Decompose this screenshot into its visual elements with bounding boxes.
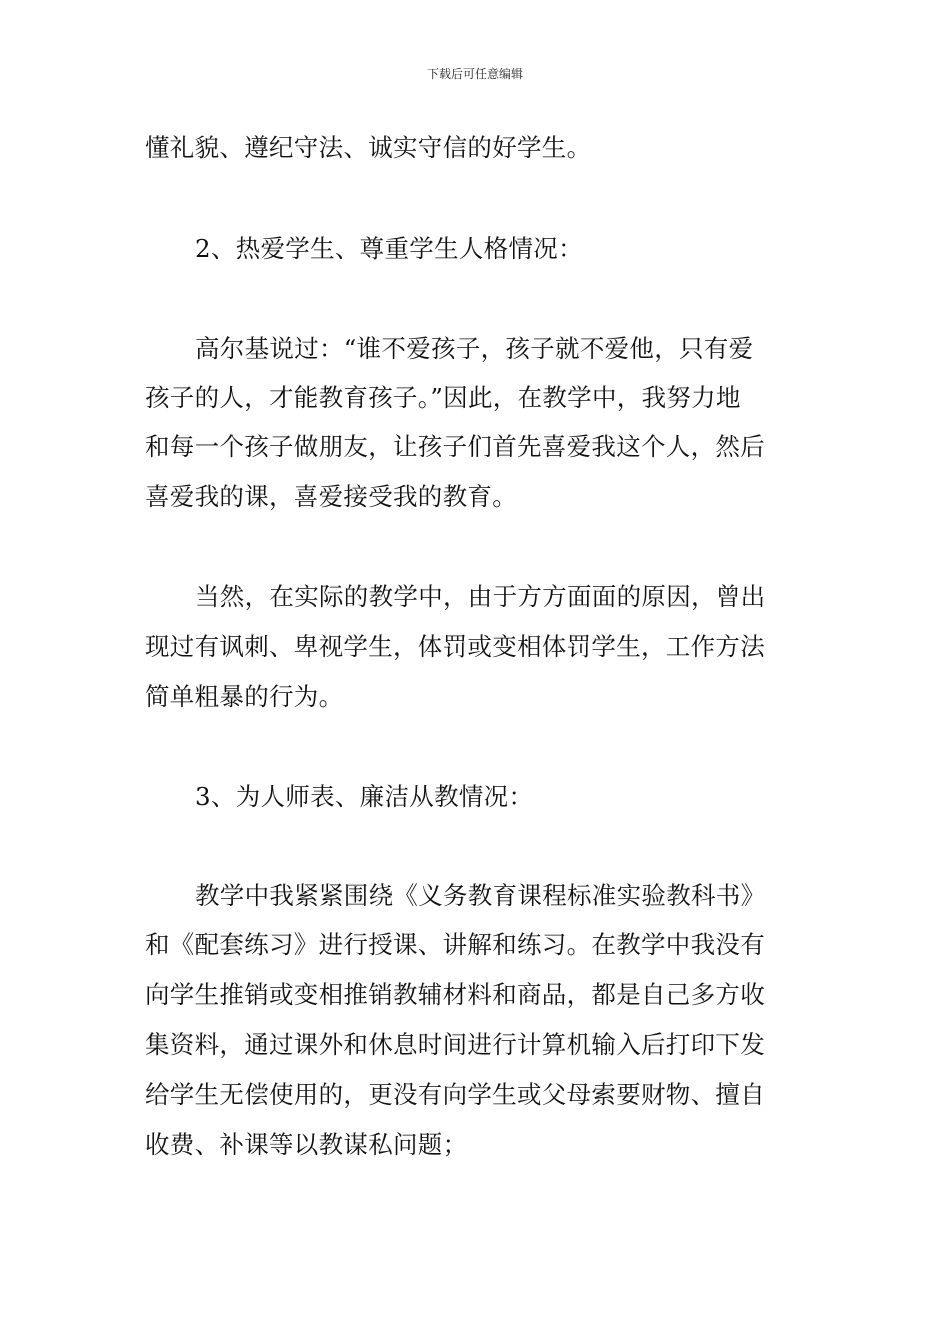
section-3-heading: 3、为人师表、廉洁从教情况：: [195, 782, 534, 811]
paragraph-3-line-1: 高尔基说过：“谁不爱孩子，孩子就不爱他，只有爱: [195, 334, 754, 363]
section-2-heading: 2、热爱学生、尊重学生人格情况：: [195, 234, 583, 263]
paragraph-6-line-2: 和《配套练习》进行授课、讲解和练习。在教学中我没有: [145, 930, 765, 959]
paragraph-4-line-2: 现过有讽刺、卑视学生，体罚或变相体罚学生，工作方法: [145, 632, 765, 661]
paragraph-3-line-2: 孩子的人，才能教育孩子。”因此，在教学中，我努力地: [145, 383, 741, 412]
paragraph-6-line-5: 给学生无偿使用的，更没有向学生或父母索要财物、擅自: [145, 1080, 765, 1109]
paragraph-6-line-3: 向学生推销或变相推销教辅材料和商品，都是自己多方收: [145, 980, 765, 1009]
paragraph-3-line-3: 和每一个孩子做朋友，让孩子们首先喜爱我这个人，然后: [145, 432, 765, 461]
paragraph-1-line-1: 懂礼貌、遵纪守法、诚实守信的好学生。: [145, 133, 592, 162]
page-header: 下载后可任意编辑: [426, 67, 523, 81]
paragraph-4-line-3: 简单粗暴的行为。: [145, 682, 344, 711]
paragraph-3-line-4: 喜爱我的课，喜爱接受我的教育。: [145, 482, 517, 511]
paragraph-6-line-4: 集资料，通过课外和休息时间进行计算机输入后打印下发: [145, 1030, 765, 1059]
paragraph-4-line-1: 当然，在实际的教学中，由于方方面面的原因，曾出: [195, 582, 766, 611]
paragraph-6-line-1: 教学中我紧紧围绕《义务教育课程标准实验教科书》: [195, 881, 766, 910]
paragraph-6-line-6: 收费、补课等以教谋私问题；: [145, 1130, 468, 1159]
